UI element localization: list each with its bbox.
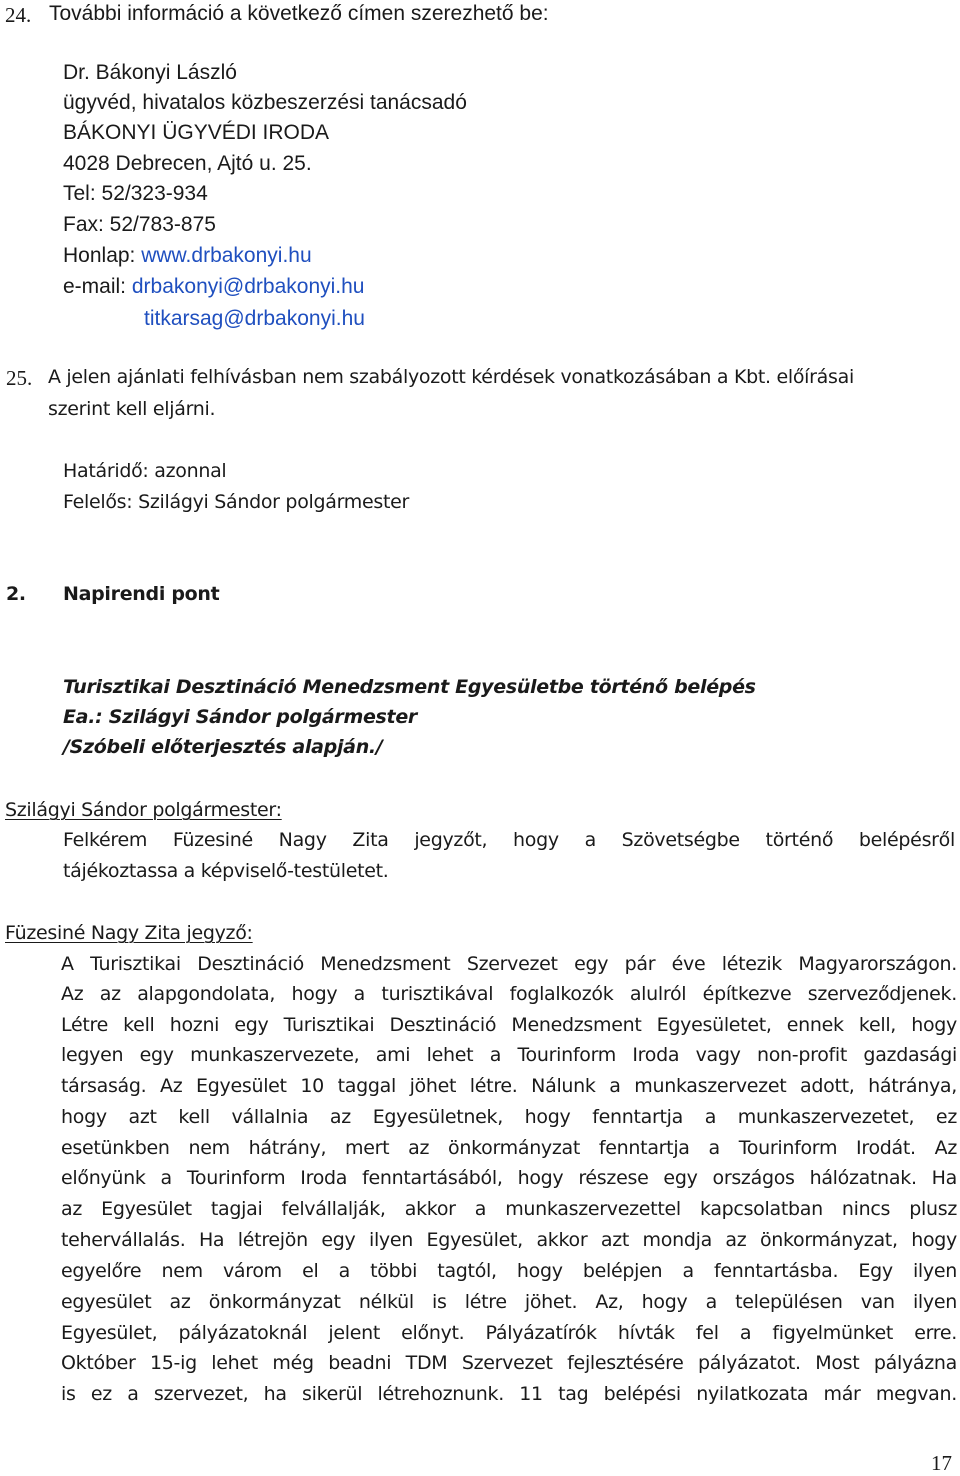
website-link[interactable]: www.drbakonyi.hu: [141, 244, 312, 267]
speaker-2-line: is ez a szervezet, ha sikerül létrehoznunk. 11 tag belépési nyilatkozata már megvan.: [61, 1383, 957, 1405]
contact-web-label: Honlap:: [63, 244, 142, 267]
speaker-2-line: egyelőre nem várom el a többi tagtól, hogy belépjen a fenntartásba. Egy ilyen: [61, 1260, 957, 1282]
contact-tel: Tel: 52/323-934: [63, 182, 208, 205]
item-25-line-1: A jelen ajánlati felhívásban nem szabályozott kérdések vonatkozásában a Kbt. előírásai: [48, 366, 854, 388]
speaker-2-line: A Turisztikai Desztináció Menedzsment Szervezet egy pár éve létezik Magyarországon.: [61, 953, 957, 975]
speaker-2-line: Október 15-ig lehet még beadni TDM Szervezet fejlesztésére pályázatot. Most pályázna: [61, 1352, 957, 1374]
speaker-2-line: Az az alapgondolata, hogy a turisztikával foglalkozók alulról építkezve szerveződjenek.: [61, 983, 957, 1005]
contact-web-row: [63, 244, 312, 268]
email-link-1[interactable]: drbakonyi@drbakonyi.hu: [131, 275, 365, 298]
speaker-2-line: Létre kell hozni egy Turisztikai Desztináció Menedzsment Egyesületet, ennek kell, hogy: [61, 1014, 957, 1036]
speaker-1-line-1: Felkérem Füzesiné Nagy Zita jegyzőt, hogy a Szövetségbe történő belépésről: [63, 829, 955, 851]
speaker-1-name: Szilágyi Sándor polgármester:: [5, 799, 282, 821]
speaker-2-line: Egyesület, pályázatoknál jelent előnyt. Pályázatírók hívták fel a figyelmünket erre.: [61, 1322, 957, 1344]
item-24-text: További információ a következő címen szerezhető be:: [49, 2, 549, 25]
item-25-line-2: szerint kell eljárni.: [48, 398, 216, 420]
speaker-2-line: előnyünk a Tourinform Iroda fenntartásából, hogy részese egy országos hálózatnak. Ha: [61, 1167, 957, 1189]
contact-fax: Fax: 52/783-875: [63, 213, 216, 236]
agenda-presenter: Ea.: Szilágyi Sándor polgármester: [63, 706, 417, 728]
speaker-2-line: társaság. Az Egyesület 10 taggal jöhet létre. Nálunk a munkaszervezet adott, hátránya,: [61, 1075, 957, 1097]
contact-office: BÁKONYI ÜGYVÉDI IRODA: [63, 121, 330, 144]
responsible: Felelős: Szilágyi Sándor polgármester: [63, 491, 410, 513]
deadline: Határidő: azonnal: [63, 460, 227, 482]
speaker-2-line: az Egyesület tagjai felvállalják, akkor a munkaszervezettel kapcsolatban nincs plusz: [61, 1198, 957, 1220]
item-24-number: 24.: [5, 3, 32, 27]
agenda-number: 2.: [6, 583, 26, 605]
email-link-2[interactable]: titkarsag@drbakonyi.hu: [144, 307, 365, 330]
speaker-2-line: hogy azt kell vállalnia az Egyesületnek, hogy fenntartja a munkaszervezetet, ez: [61, 1106, 957, 1128]
speaker-2-line: egyesület az önkormányzat nélkül is létre jöhet. Az, hogy a településen van ilyen: [61, 1291, 957, 1313]
speaker-1-line-2: tájékoztassa a képviselő-testületet.: [63, 860, 389, 882]
speaker-2-line: legyen egy munkaszervezete, ami lehet a Tourinform Iroda vagy non-profit gazdasági: [61, 1044, 957, 1066]
contact-address: 4028 Debrecen, Ajtó u. 25.: [63, 152, 312, 175]
page-number: 17: [931, 1451, 952, 1475]
agenda-basis: /Szóbeli előterjesztés alapján./: [63, 736, 383, 758]
contact-title: ügyvéd, hivatalos közbeszerzési tanácsadó: [63, 91, 467, 114]
agenda-title: Turisztikai Desztináció Menedzsment Egyesületbe történő belépés: [63, 676, 756, 698]
item-25-number: 25.: [6, 366, 33, 390]
agenda-label: Napirendi pont: [63, 583, 220, 605]
contact-email-label: e-mail:: [63, 275, 132, 298]
contact-email-row: [63, 275, 364, 299]
speaker-2-line: esetünkben nem hátrány, mert az önkormányzat fenntartja a Tourinform Irodát. Az: [61, 1137, 957, 1159]
contact-name: Dr. Bákonyi László: [63, 61, 237, 84]
speaker-2-name: Füzesiné Nagy Zita jegyző:: [5, 922, 253, 944]
speaker-2-line: tehervállalás. Ha létrejön egy ilyen Egyesület, akkor azt mondja az önkormányzat, hogy: [61, 1229, 957, 1251]
